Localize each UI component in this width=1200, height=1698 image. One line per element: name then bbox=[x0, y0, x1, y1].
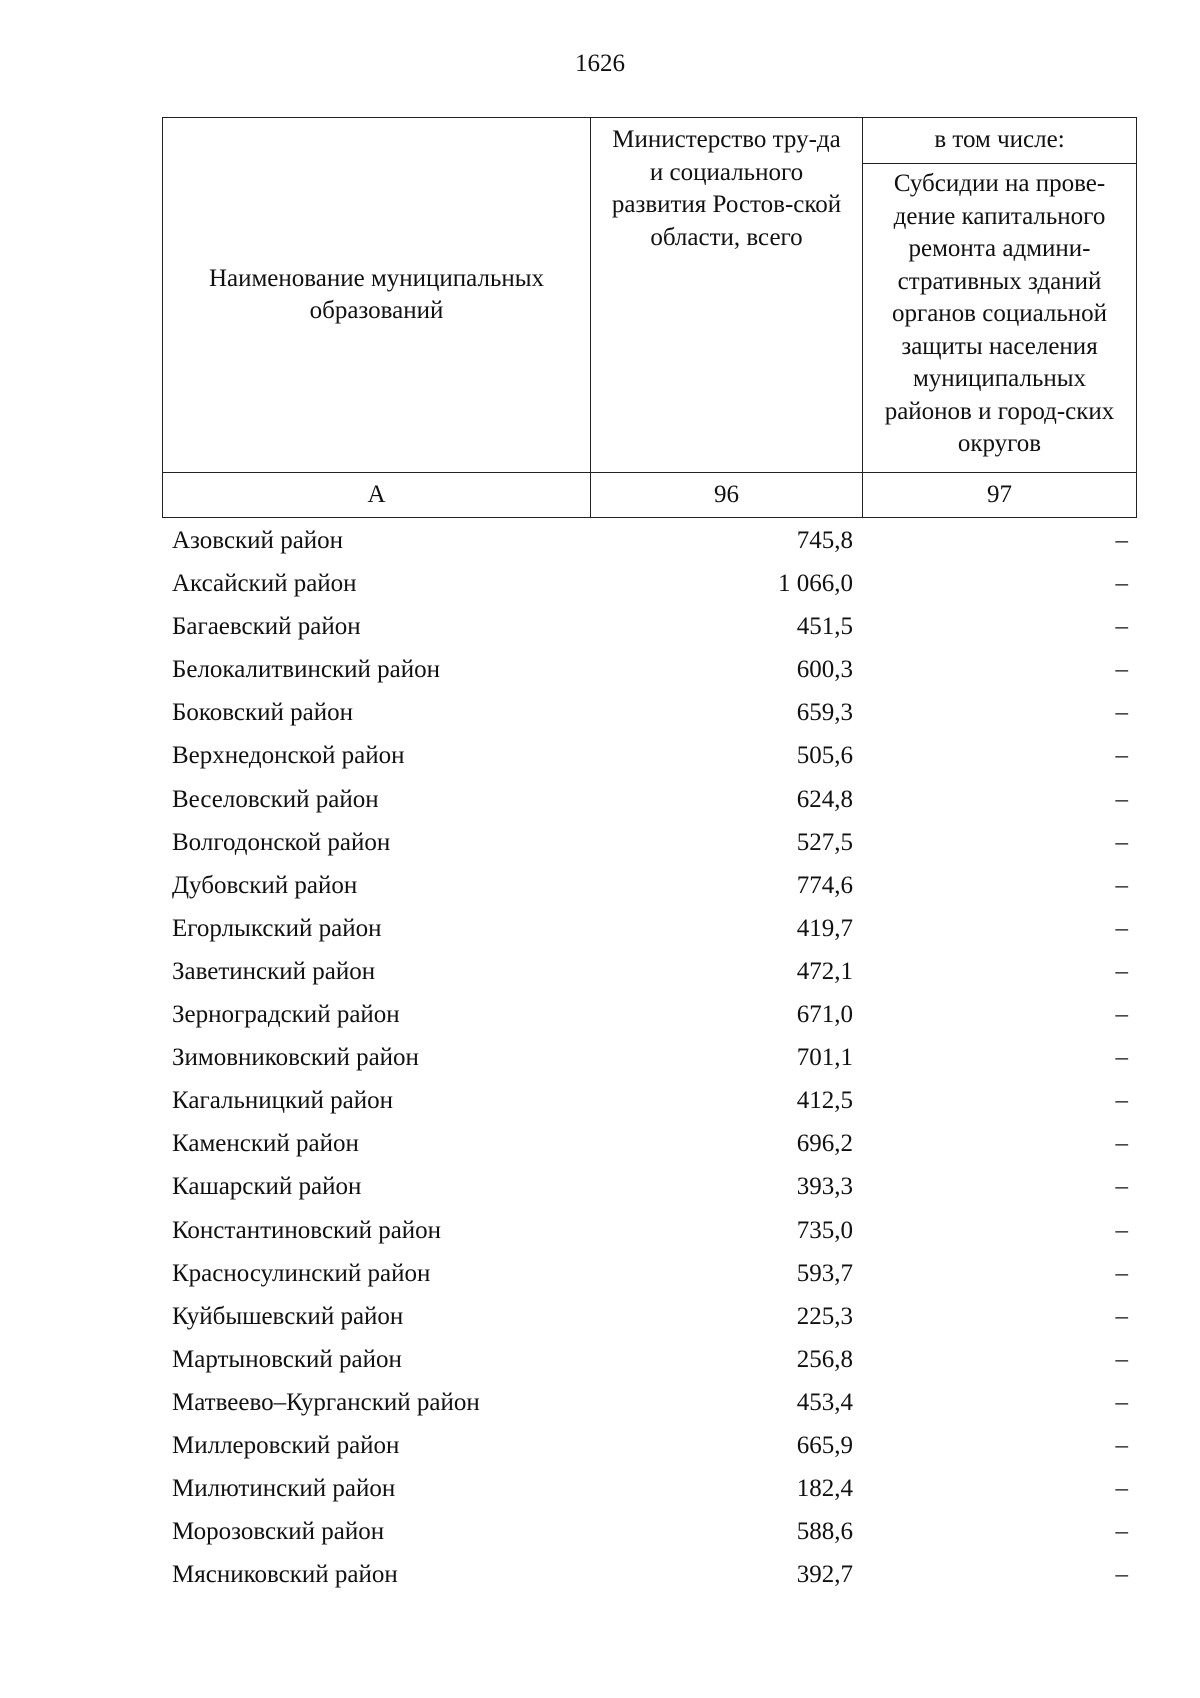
page-number: 1626 bbox=[575, 50, 625, 77]
ministry-total-value: 696,2 bbox=[796, 1130, 853, 1158]
subsidy-value: – bbox=[1115, 1518, 1128, 1546]
subsidy-value: – bbox=[1115, 1475, 1128, 1503]
municipality-name: Кашарский район bbox=[172, 1173, 362, 1201]
table-row bbox=[172, 1510, 1132, 1553]
subsidy-value: – bbox=[1115, 1173, 1128, 1201]
ministry-total-value: 451,5 bbox=[796, 613, 853, 641]
column-index-97: 97 bbox=[863, 473, 1137, 518]
table-row bbox=[172, 1338, 1132, 1381]
subsidy-value: – bbox=[1115, 785, 1128, 813]
column-header-ministry-text: Министерство тру-да и социального развития Ростов-ской области, всего bbox=[611, 126, 842, 251]
ministry-total-value: 600,3 bbox=[796, 656, 853, 684]
table-row bbox=[172, 1467, 1132, 1510]
table-row bbox=[172, 1165, 1132, 1208]
table-row bbox=[172, 1295, 1132, 1338]
subsidy-value: – bbox=[1115, 1087, 1128, 1115]
column-index-96: 96 bbox=[591, 473, 863, 518]
table-row bbox=[172, 519, 1132, 562]
ministry-total-value: 624,8 bbox=[796, 785, 853, 813]
subsidy-value: – bbox=[1115, 828, 1128, 856]
subsidy-value: – bbox=[1115, 699, 1128, 727]
municipality-name: Матвеево–Курганский район bbox=[172, 1388, 480, 1416]
ministry-total-value: 665,9 bbox=[796, 1431, 853, 1459]
municipality-name: Веселовский район bbox=[172, 785, 379, 813]
table-body bbox=[172, 519, 1132, 1596]
subsidy-value: – bbox=[1115, 570, 1128, 598]
municipality-name: Красносулинский район bbox=[172, 1259, 431, 1287]
subsidy-value: – bbox=[1115, 957, 1128, 985]
ministry-total-value: 1 066,0 bbox=[778, 570, 853, 598]
municipality-name: Егорлыкский район bbox=[172, 914, 382, 942]
subsidy-value: – bbox=[1115, 1561, 1128, 1589]
ministry-total-value: 593,7 bbox=[796, 1259, 853, 1287]
subsidy-value: – bbox=[1115, 1130, 1128, 1158]
municipality-name: Милютинский район bbox=[172, 1475, 396, 1503]
ministry-total-value: 735,0 bbox=[796, 1216, 853, 1244]
table-row bbox=[172, 950, 1132, 993]
table-row bbox=[172, 1036, 1132, 1079]
column-header-subsidy-text: Субсидии на прове-дение капитального ремонта админи-стративных зданий органов социальной защиты населения муниципальных районов и город-ских округов bbox=[884, 170, 1115, 457]
ministry-total-value: 745,8 bbox=[796, 527, 853, 554]
subsidy-value: – bbox=[1115, 656, 1128, 684]
subsidy-value: – bbox=[1115, 1044, 1128, 1072]
ministry-total-value: 182,4 bbox=[796, 1475, 853, 1503]
table-row bbox=[172, 734, 1132, 777]
subsidy-value: – bbox=[1115, 1431, 1128, 1459]
municipality-name: Зимовниковский район bbox=[172, 1044, 419, 1072]
ministry-total-value: 392,7 bbox=[796, 1561, 853, 1589]
column-header-subsidy bbox=[863, 164, 1137, 473]
column-header-ministry bbox=[591, 118, 863, 473]
table-row bbox=[172, 1381, 1132, 1424]
subsidy-value: – bbox=[1115, 613, 1128, 641]
ministry-total-value: 419,7 bbox=[796, 914, 853, 942]
table-row bbox=[172, 562, 1132, 605]
municipality-name: Дубовский район bbox=[172, 871, 358, 899]
subsidy-value: – bbox=[1115, 742, 1128, 770]
municipality-name: Багаевский район bbox=[172, 613, 361, 641]
municipality-name: Миллеровский район bbox=[172, 1431, 400, 1459]
subsidy-value: – bbox=[1115, 1001, 1128, 1029]
table-row bbox=[172, 864, 1132, 907]
table-row bbox=[172, 1122, 1132, 1165]
ministry-total-value: 393,3 bbox=[796, 1173, 853, 1201]
subsidy-value: – bbox=[1115, 527, 1128, 554]
municipality-name: Верхнедонской район bbox=[172, 742, 405, 770]
municipality-name: Мясниковский район bbox=[172, 1561, 398, 1589]
table-row bbox=[172, 993, 1132, 1036]
ministry-total-value: 453,4 bbox=[796, 1388, 853, 1416]
ministry-total-value: 225,3 bbox=[796, 1302, 853, 1330]
column-header-name bbox=[163, 118, 591, 473]
ministry-total-value: 671,0 bbox=[796, 1001, 853, 1029]
ministry-total-value: 701,1 bbox=[796, 1044, 853, 1072]
subsidy-value: – bbox=[1115, 871, 1128, 899]
table-row bbox=[172, 1252, 1132, 1295]
table-header bbox=[162, 117, 1137, 518]
subsidy-value: – bbox=[1115, 914, 1128, 942]
municipality-name: Заветинский район bbox=[172, 957, 376, 985]
table-row bbox=[172, 1424, 1132, 1467]
municipality-name: Волгодонской район bbox=[172, 828, 391, 856]
subsidy-value: – bbox=[1115, 1388, 1128, 1416]
ministry-total-value: 472,1 bbox=[796, 957, 853, 985]
table-row bbox=[172, 821, 1132, 864]
municipality-name: Куйбышевский район bbox=[172, 1302, 404, 1330]
ministry-total-value: 505,6 bbox=[796, 742, 853, 770]
municipality-name: Аксайский район bbox=[172, 570, 357, 598]
table-row bbox=[172, 1079, 1132, 1122]
table-row bbox=[172, 605, 1132, 648]
municipality-name: Кагальницкий район bbox=[172, 1087, 394, 1115]
ministry-total-value: 412,5 bbox=[796, 1087, 853, 1115]
column-header-including: в том числе: bbox=[863, 118, 1137, 164]
municipality-name: Азовский район bbox=[172, 527, 344, 554]
subsidy-value: – bbox=[1115, 1345, 1128, 1373]
municipality-name: Белокалитвинский район bbox=[172, 656, 440, 684]
subsidy-value: – bbox=[1115, 1259, 1128, 1287]
table-row bbox=[172, 1209, 1132, 1252]
municipality-name: Константиновский район bbox=[172, 1216, 442, 1244]
municipality-name: Боковский район bbox=[172, 699, 353, 727]
table-row bbox=[172, 778, 1132, 821]
table-row bbox=[172, 1553, 1132, 1596]
ministry-total-value: 527,5 bbox=[796, 828, 853, 856]
column-index-a: А bbox=[163, 473, 591, 518]
municipality-name: Зерноградский район bbox=[172, 1001, 400, 1029]
table-row bbox=[172, 691, 1132, 734]
ministry-total-value: 774,6 bbox=[796, 871, 853, 899]
subsidy-value: – bbox=[1115, 1302, 1128, 1330]
ministry-total-value: 256,8 bbox=[796, 1345, 853, 1373]
municipality-name: Мартыновский район bbox=[172, 1345, 402, 1373]
table-row bbox=[172, 907, 1132, 950]
municipality-name: Морозовский район bbox=[172, 1518, 385, 1546]
column-header-name-text: Наименование муниципальных образований bbox=[208, 264, 545, 324]
subsidy-value: – bbox=[1115, 1216, 1128, 1244]
table-row bbox=[172, 648, 1132, 691]
ministry-total-value: 659,3 bbox=[796, 699, 853, 727]
ministry-total-value: 588,6 bbox=[796, 1518, 853, 1546]
municipality-name: Каменский район bbox=[172, 1130, 359, 1158]
